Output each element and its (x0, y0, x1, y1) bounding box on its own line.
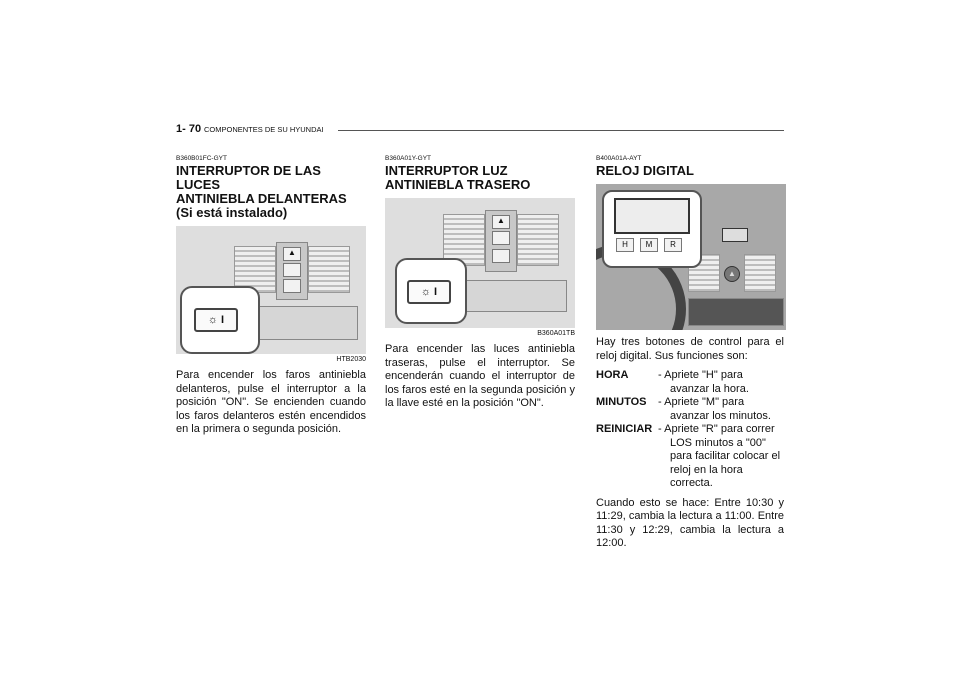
section-heading (385, 164, 575, 192)
clock-display (614, 198, 690, 234)
hazard-button: ▲ (283, 247, 301, 261)
switch-callout (180, 286, 260, 354)
intro-text: Hay tres botones de control para el reloj digital. Sus funciones son: (596, 336, 784, 362)
air-vent (744, 254, 776, 292)
button-desc: - Apriete "M" para avanzar los minutos. (658, 396, 771, 422)
hazard-button: ▲ (724, 266, 740, 282)
definition-row (596, 423, 784, 491)
heading-line: RELOJ DIGITAL (596, 163, 694, 178)
body-text: Para encender los faros antiniebla delanteros, pulse el interruptor a la posición "ON". Se encienden cuando los faros delanteros estén encendidos en la primera o segunda posición. (176, 369, 366, 435)
heading-line: ANTINIEBLA DELANTERAS (176, 191, 347, 206)
outro-text: Cuando esto se hace: Entre 10:30 y 11:29, cambia la lectura a 11:00. Entre 11:30 y 12:29, cambia la lectura a 12:00. (596, 496, 784, 549)
fog-light-switch-icon: ☼ I (194, 308, 238, 332)
page-header (176, 120, 784, 140)
clock-display-small (722, 228, 748, 242)
switch-callout (395, 258, 467, 324)
minute-button[interactable]: M (640, 238, 658, 252)
definition-row (596, 369, 784, 396)
reset-button[interactable]: R (664, 238, 682, 252)
switch-panel (276, 242, 308, 300)
section-code: B360A01Y-GYT (385, 155, 432, 162)
digital-clock-section (596, 155, 784, 551)
switch-button (492, 231, 510, 245)
button-desc: - Apriete "H" para avanzar la hora. (658, 369, 749, 395)
console-panel (455, 280, 567, 312)
header-rule (338, 130, 784, 131)
section-code: B360B01FC-GYT (176, 155, 227, 162)
hazard-button: ▲ (492, 215, 510, 229)
definition-row (596, 396, 784, 423)
switch-panel (485, 210, 517, 272)
digital-clock-figure (596, 184, 786, 330)
audio-unit (688, 298, 784, 326)
air-vent (308, 246, 350, 293)
page-number: 1- 70 (176, 123, 202, 135)
front-fog-section (176, 155, 366, 437)
body-text: Para encender las luces antiniebla traseras, pulse el interruptor. Se encenderán cuando el interruptor de los faros esté en la segunda posición y la llave esté en la posición "ON". (385, 343, 575, 409)
section-heading (596, 164, 784, 178)
fog-switch-button (283, 263, 301, 277)
blank-switch (283, 279, 301, 293)
rear-fog-figure (385, 198, 575, 328)
heading-line: ANTINIEBLA TRASERO (385, 177, 531, 192)
section-title: COMPONENTES DE SU HYUNDAI (204, 125, 324, 134)
heading-line: INTERRUPTOR LUZ (385, 163, 508, 178)
rear-fog-section (385, 155, 575, 411)
button-name: MINUTOS (596, 396, 647, 408)
button-name: REINICIAR (596, 423, 653, 435)
figure-label: B360A01TB (537, 330, 575, 337)
air-vent (517, 214, 559, 266)
section-code: B400A01A-AYT (596, 155, 642, 162)
clock-callout (602, 190, 702, 268)
rear-fog-switch-button (492, 249, 510, 263)
button-definitions (596, 369, 784, 491)
button-desc: - Apriete "R" para correr LOS minutos a "00" para facilitar colocar el reloj en la hora correcta. (658, 423, 781, 489)
button-name: HORA (596, 369, 629, 381)
rear-fog-light-switch-icon: ☼ I (407, 280, 451, 304)
heading-line: INTERRUPTOR DE LAS LUCES (176, 163, 321, 192)
clock-buttons (616, 238, 682, 252)
figure-label: HTB2030 (336, 356, 366, 363)
console-panel (246, 306, 358, 340)
heading-line: (Si está instalado) (176, 205, 288, 220)
section-heading (176, 164, 366, 220)
hour-button[interactable]: H (616, 238, 634, 252)
front-fog-figure (176, 226, 366, 354)
